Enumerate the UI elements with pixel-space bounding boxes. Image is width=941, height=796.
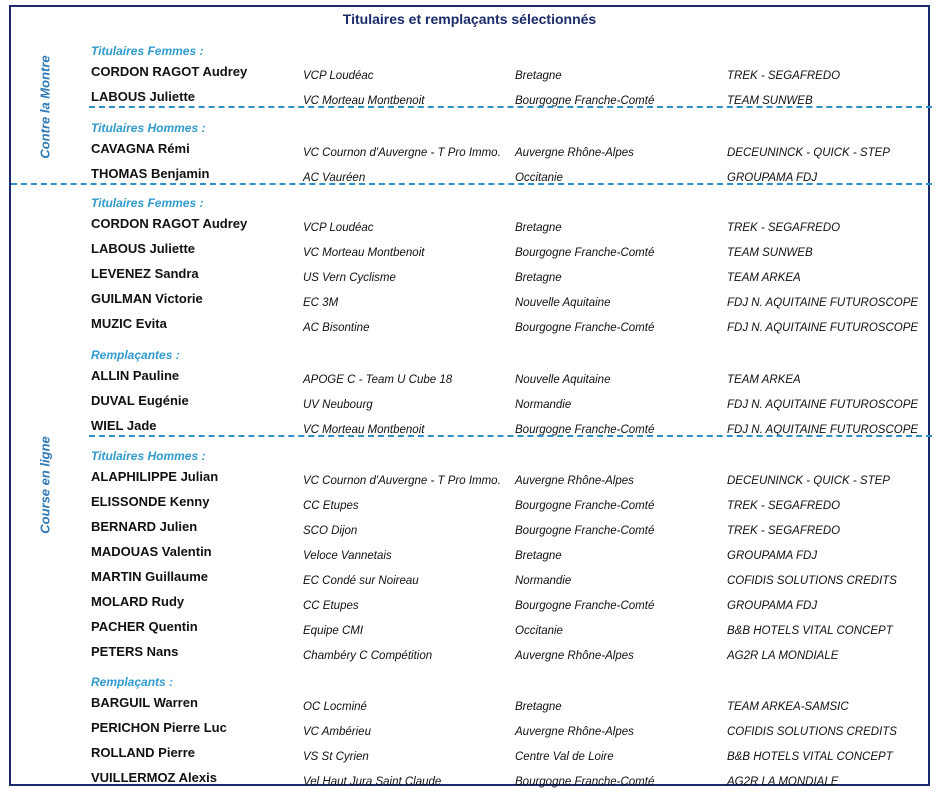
rider-team: TEAM SUNWEB xyxy=(727,95,813,107)
rider-club: VCP Loudéac xyxy=(303,222,374,234)
rider-team: B&B HOTELS VITAL CONCEPT xyxy=(727,625,893,637)
rider-club: EC 3M xyxy=(303,297,339,309)
rider-club: SCO Dijon xyxy=(303,525,358,537)
rider-club: VC Ambérieu xyxy=(303,726,371,738)
rider-club: VC Morteau Montbenoit xyxy=(303,424,425,436)
rider-club: Veloce Vannetais xyxy=(303,550,392,562)
rider-row xyxy=(91,264,931,289)
rider-club: UV Neubourg xyxy=(303,399,373,411)
rider-name: VUILLERMOZ Alexis xyxy=(91,770,217,785)
rider-team: FDJ N. AQUITAINE FUTUROSCOPE xyxy=(727,322,919,334)
rider-name: ALLIN Pauline xyxy=(91,368,180,383)
rider-club: VC Morteau Montbenoit xyxy=(303,247,425,259)
rider-name: ELISSONDE Kenny xyxy=(91,494,210,509)
rider-section xyxy=(91,117,931,189)
rider-region: Bourgogne Franche-Comté xyxy=(515,500,655,512)
rider-club: OC Locminé xyxy=(303,701,367,713)
rider-row xyxy=(91,467,931,492)
block-rail xyxy=(11,183,79,786)
section-divider xyxy=(89,435,932,437)
section-divider xyxy=(89,106,932,108)
rider-region: Bourgogne Franche-Comté xyxy=(515,776,655,788)
rider-club: Vel Haut Jura Saint Claude xyxy=(303,776,442,788)
rider-row xyxy=(91,617,931,642)
rider-region: Normandie xyxy=(515,575,572,587)
selection-document xyxy=(9,5,930,786)
rider-club: VC Morteau Montbenoit xyxy=(303,95,425,107)
rider-row xyxy=(91,164,931,189)
rider-row xyxy=(91,87,931,112)
rider-region: Occitanie xyxy=(515,625,563,637)
rider-name: MARTIN Guillaume xyxy=(91,569,209,584)
rider-section xyxy=(91,344,931,441)
rider-region: Auvergne Rhône-Alpes xyxy=(515,650,634,662)
rider-team: AG2R LA MONDIALE xyxy=(727,776,839,788)
rider-team: B&B HOTELS VITAL CONCEPT xyxy=(727,751,893,763)
rider-section xyxy=(91,192,931,339)
rider-name: ALAPHILIPPE Julian xyxy=(91,469,219,484)
rider-club: APOGE C - Team U Cube 18 xyxy=(303,374,453,386)
block-label: Contre la Montre xyxy=(37,55,53,159)
rider-club: CC Etupes xyxy=(303,600,359,612)
rider-name: LABOUS Juliette xyxy=(91,89,196,104)
section-heading: Titulaires Femmes : xyxy=(91,44,204,58)
rider-club: VC Cournon d'Auvergne - T Pro Immo. xyxy=(303,147,501,159)
rider-row xyxy=(91,718,931,743)
rider-region: Bretagne xyxy=(515,550,562,562)
rider-team: TEAM ARKEA xyxy=(727,374,801,386)
rider-name: THOMAS Benjamin xyxy=(91,166,210,181)
rider-name: BARGUIL Warren xyxy=(91,695,198,710)
rider-row xyxy=(91,62,931,87)
rider-name: CORDON RAGOT Audrey xyxy=(91,64,248,79)
rider-row xyxy=(91,289,931,314)
rider-club: AC Vauréen xyxy=(303,172,366,184)
rider-region: Bourgogne Franche-Comté xyxy=(515,424,655,436)
rider-club: EC Condé sur Noireau xyxy=(303,575,419,587)
rider-team: GROUPAMA FDJ xyxy=(727,600,818,612)
rider-team: COFIDIS SOLUTIONS CREDITS xyxy=(727,575,897,587)
rider-row xyxy=(91,642,931,667)
section-divider xyxy=(11,183,932,185)
rider-region: Bourgogne Franche-Comté xyxy=(515,322,655,334)
rider-name: GUILMAN Victorie xyxy=(91,291,203,306)
rider-row xyxy=(91,693,931,718)
rider-row xyxy=(91,492,931,517)
rider-section xyxy=(91,671,931,793)
rider-row xyxy=(91,542,931,567)
rider-region: Bretagne xyxy=(515,272,562,284)
rider-region: Bretagne xyxy=(515,701,562,713)
rider-team: FDJ N. AQUITAINE FUTUROSCOPE xyxy=(727,424,919,436)
rider-row xyxy=(91,768,931,793)
rider-region: Auvergne Rhône-Alpes xyxy=(515,726,634,738)
rider-team: TREK - SEGAFREDO xyxy=(727,525,841,537)
block-label: Course en ligne xyxy=(37,435,53,534)
rider-club: VS St Cyrien xyxy=(303,751,369,763)
rider-team: GROUPAMA FDJ xyxy=(727,172,818,184)
rider-region: Bourgogne Franche-Comté xyxy=(515,525,655,537)
rider-name: WIEL Jade xyxy=(91,418,157,433)
rider-row xyxy=(91,743,931,768)
section-heading: Titulaires Femmes : xyxy=(91,196,204,210)
rider-club: AC Bisontine xyxy=(303,322,370,334)
rider-region: Normandie xyxy=(515,399,572,411)
section-heading: Titulaires Hommes : xyxy=(91,449,206,463)
rider-row xyxy=(91,314,931,339)
rider-name: DUVAL Eugénie xyxy=(91,393,189,408)
rider-club: VC Cournon d'Auvergne - T Pro Immo. xyxy=(303,475,501,487)
rider-row xyxy=(91,366,931,391)
document-title: Titulaires et remplaçants sélectionnés xyxy=(342,11,597,27)
rider-team: DECEUNINCK - QUICK - STEP xyxy=(727,475,890,487)
section-heading: Remplaçants : xyxy=(91,675,174,689)
rider-section xyxy=(91,445,931,667)
rider-row xyxy=(91,391,931,416)
rider-region: Auvergne Rhône-Alpes xyxy=(515,147,634,159)
rider-name: LEVENEZ Sandra xyxy=(91,266,199,281)
rider-team: AG2R LA MONDIALE xyxy=(727,650,839,662)
rider-region: Bourgogne Franche-Comté xyxy=(515,247,655,259)
rider-name: MADOUAS Valentin xyxy=(91,544,212,559)
rider-name: CORDON RAGOT Audrey xyxy=(91,216,248,231)
rider-name: BERNARD Julien xyxy=(91,519,198,534)
rider-team: TEAM ARKEA xyxy=(727,272,801,284)
rider-region: Bourgogne Franche-Comté xyxy=(515,95,655,107)
rider-team: FDJ N. AQUITAINE FUTUROSCOPE xyxy=(727,297,919,309)
rider-team: TEAM SUNWEB xyxy=(727,247,813,259)
rider-team: TREK - SEGAFREDO xyxy=(727,70,841,82)
rider-name: LABOUS Juliette xyxy=(91,241,196,256)
rider-name: MOLARD Rudy xyxy=(91,594,185,609)
rider-name: CAVAGNA Rémi xyxy=(91,141,190,156)
rider-row xyxy=(91,214,931,239)
rider-team: COFIDIS SOLUTIONS CREDITS xyxy=(727,726,897,738)
rider-region: Nouvelle Aquitaine xyxy=(515,297,611,309)
rider-name: PERICHON Pierre Luc xyxy=(91,720,227,735)
rider-club: US Vern Cyclisme xyxy=(303,272,396,284)
block-rail xyxy=(11,32,79,182)
rider-row xyxy=(91,416,931,441)
rider-region: Centre Val de Loire xyxy=(515,751,614,763)
rider-club: VCP Loudéac xyxy=(303,70,374,82)
rider-name: PACHER Quentin xyxy=(91,619,198,634)
rider-team: GROUPAMA FDJ xyxy=(727,550,818,562)
rider-name: ROLLAND Pierre xyxy=(91,745,196,760)
rider-region: Occitanie xyxy=(515,172,563,184)
rider-team: DECEUNINCK - QUICK - STEP xyxy=(727,147,890,159)
rider-team: FDJ N. AQUITAINE FUTUROSCOPE xyxy=(727,399,919,411)
rider-region: Nouvelle Aquitaine xyxy=(515,374,611,386)
rider-team: TREK - SEGAFREDO xyxy=(727,222,841,234)
rider-row xyxy=(91,139,931,164)
rider-region: Bretagne xyxy=(515,222,562,234)
section-heading: Titulaires Hommes : xyxy=(91,121,206,135)
rider-club: Chambéry C Compétition xyxy=(303,650,433,662)
rider-region: Bourgogne Franche-Comté xyxy=(515,600,655,612)
rider-row xyxy=(91,517,931,542)
rider-region: Auvergne Rhône-Alpes xyxy=(515,475,634,487)
rider-region: Bretagne xyxy=(515,70,562,82)
rider-team: TREK - SEGAFREDO xyxy=(727,500,841,512)
rider-club: CC Etupes xyxy=(303,500,359,512)
rider-row xyxy=(91,592,931,617)
rider-row xyxy=(91,239,931,264)
rider-name: PETERS Nans xyxy=(91,644,179,659)
rider-name: MUZIC Evita xyxy=(91,316,167,331)
rider-section xyxy=(91,40,931,112)
rider-team: TEAM ARKEA-SAMSIC xyxy=(727,701,849,713)
rider-club: Equipe CMI xyxy=(303,625,364,637)
rider-row xyxy=(91,567,931,592)
section-heading: Remplaçantes : xyxy=(91,348,180,362)
